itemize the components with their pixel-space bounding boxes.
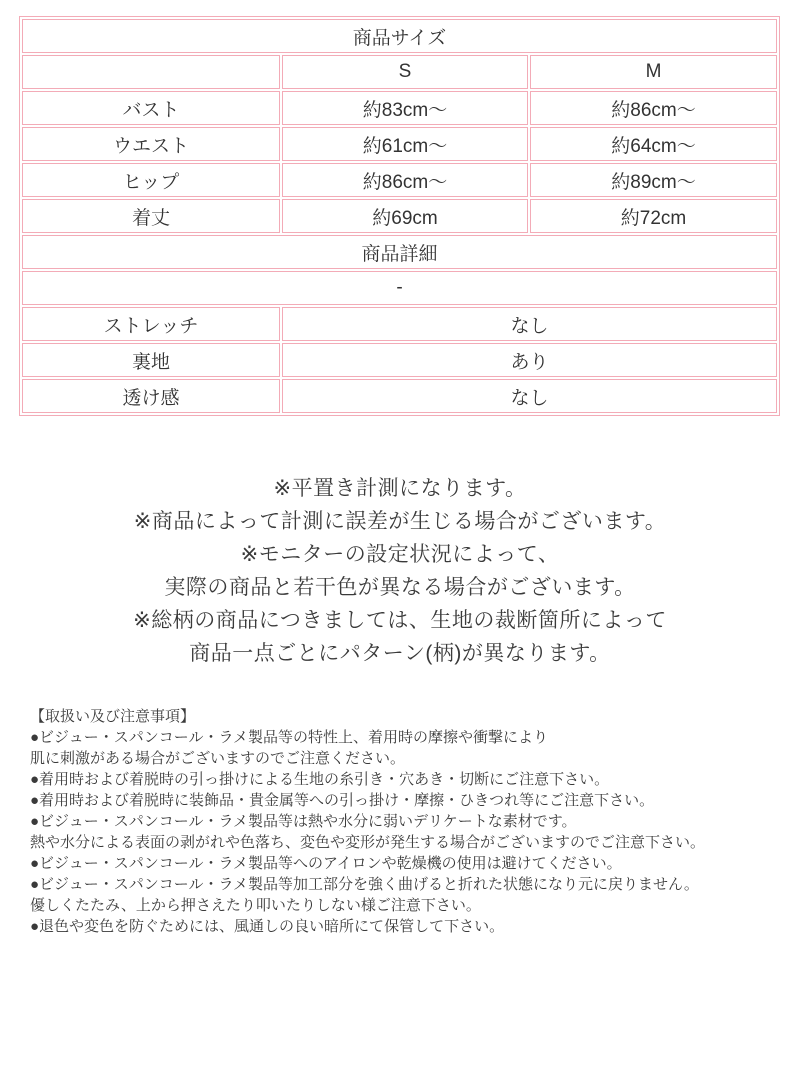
table-row	[22, 343, 777, 377]
care-line: 優しくたたみ、上から押さえたり叩いたりしない様ご注意下さい。	[30, 897, 481, 914]
size-header-m: M	[530, 55, 777, 89]
table-row	[22, 271, 777, 305]
measure-length-s: 約69cm	[282, 199, 528, 233]
attr-label-stretch: ストレッチ	[22, 307, 280, 341]
measure-length-m: 約72cm	[530, 199, 777, 233]
note-line: ※平置き計測になります。	[273, 477, 527, 500]
measure-label-hip: ヒップ	[22, 163, 280, 197]
table-title: 商品サイズ	[22, 19, 777, 53]
details-header: 商品詳細	[22, 235, 777, 269]
measurement-notes	[0, 472, 800, 670]
attr-label-lining: 裏地	[22, 343, 280, 377]
note-line: 商品一点ごとにパターン(柄)が異なります。	[189, 642, 611, 665]
measure-hip-m: 約89cm〜	[530, 163, 777, 197]
table-row	[22, 307, 777, 341]
measure-label-length: 着丈	[22, 199, 280, 233]
care-heading: 【取扱い及び注意事項】	[30, 708, 196, 725]
table-row	[22, 235, 777, 269]
attr-value-sheerness: なし	[282, 379, 777, 413]
care-line: ●退色や変色を防ぐためには、風通しの良い暗所にて保管して下さい。	[30, 918, 505, 935]
attr-label-sheerness: 透け感	[22, 379, 280, 413]
attr-value-stretch: なし	[282, 307, 777, 341]
care-line: 肌に刺激がある場合がございますのでご注意ください。	[30, 750, 406, 767]
attr-value-lining: あり	[282, 343, 777, 377]
care-line: ●着用時および着脱時に装飾品・貴金属等への引っ掛け・摩擦・ひきつれ等にご注意下さい。	[30, 792, 655, 809]
table-row	[22, 379, 777, 413]
size-header-empty-cell	[22, 55, 280, 89]
care-line: ●ビジュー・スパンコール・ラメ製品等は熱や水分に弱いデリケートな素材です。	[30, 813, 577, 830]
measure-waist-s: 約61cm〜	[282, 127, 528, 161]
note-line: ※総柄の商品につきましては、生地の裁断箇所によって	[133, 609, 667, 632]
care-line: 熱や水分による表面の剥がれや色落ち、変色や変形が発生する場合がございますのでご注意下さい。	[30, 834, 706, 851]
details-value: -	[22, 271, 777, 305]
note-line: 実際の商品と若干色が異なる場合がございます。	[164, 576, 636, 599]
measure-hip-s: 約86cm〜	[282, 163, 528, 197]
measure-bust-s: 約83cm〜	[282, 91, 528, 125]
size-header-s: S	[282, 55, 528, 89]
note-line: ※商品によって計測に誤差が生じる場合がございます。	[133, 510, 667, 533]
table-row	[22, 199, 777, 233]
measure-label-bust: バスト	[22, 91, 280, 125]
table-row	[22, 127, 777, 161]
measure-waist-m: 約64cm〜	[530, 127, 777, 161]
measure-bust-m: 約86cm〜	[530, 91, 777, 125]
care-line: ●ビジュー・スパンコール・ラメ製品等加工部分を強く曲げると折れた状態になり元に戻りません。	[30, 876, 699, 893]
care-line: ●ビジュー・スパンコール・ラメ製品等の特性上、着用時の摩擦や衝撃により	[30, 729, 549, 746]
care-line: ●ビジュー・スパンコール・ラメ製品等へのアイロンや乾燥機の使用は避けてください。	[30, 855, 622, 872]
table-row	[22, 19, 777, 53]
care-line: ●着用時および着脱時の引っ掛けによる生地の糸引き・穴あき・切断にご注意下さい。	[30, 771, 610, 788]
product-size-table	[19, 16, 780, 416]
table-row	[22, 55, 777, 89]
measure-label-waist: ウエスト	[22, 127, 280, 161]
table-row	[22, 91, 777, 125]
table-row	[22, 163, 777, 197]
care-instructions	[30, 706, 790, 937]
note-line: ※モニターの設定状況によって、	[240, 543, 560, 566]
